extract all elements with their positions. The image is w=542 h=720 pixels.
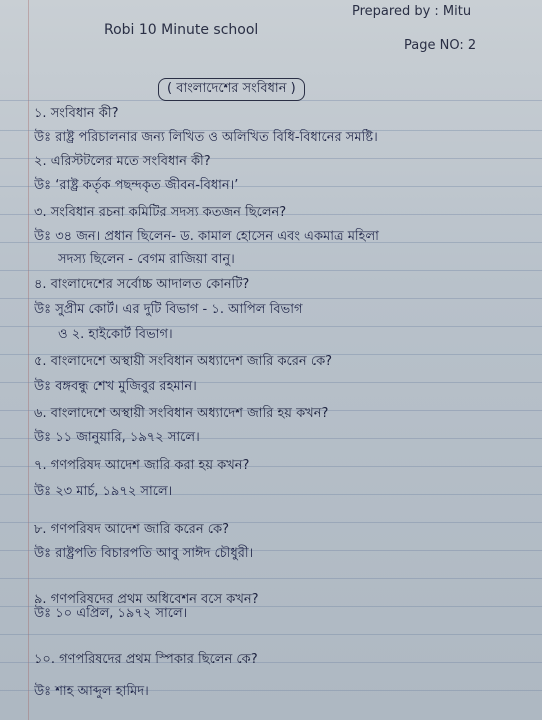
page-title: ( বাংলাদেশের সংবিধান ) [158, 78, 305, 101]
answer-line: উঃ ৩৪ জন। প্রধান ছিলেন- ড. কামাল হোসেন এবং একমাত্র মহিলা [34, 229, 379, 244]
answer-line: উঃ বঙ্গবন্ধু শেখ মুজিবুর রহমান। [34, 379, 197, 394]
margin-line [28, 0, 29, 720]
question-line: ১০. গণপরিষদের প্রথম স্পিকার ছিলেন কে? [34, 652, 258, 667]
question-line: ৫. বাংলাদেশে অস্থায়ী সংবিধান অধ্যাদেশ জারি করেন কে? [34, 354, 333, 369]
answer-line: ও ২. হাইকোর্ট বিভাগ। [58, 327, 173, 342]
answer-line: সদস্য ছিলেন - বেগম রাজিয়া বানু। [58, 252, 235, 267]
question-line: ৭. গণপরিষদ আদেশ জারি করা হয় কখন? [34, 458, 250, 473]
page-number: Page NO: 2 [404, 38, 477, 53]
question-line: ১. সংবিধান কী? [34, 106, 119, 121]
ruled-line [0, 578, 542, 579]
prepared-by: Prepared by : Mitu [352, 4, 472, 19]
question-line: ৬. বাংলাদেশে অস্থায়ী সংবিধান অধ্যাদেশ জারি হয় কখন? [34, 406, 329, 421]
ruled-line [0, 298, 542, 299]
answer-line: উঃ সুপ্রীম কোর্ট। এর দুটি বিভাগ - ১. আপিল বিভাগ [34, 302, 303, 317]
answer-line: উঃ রাষ্ট্রপতি বিচারপতি আবু সাঈদ চৌধুরী। [34, 546, 254, 561]
school-name: Robi 10 Minute school [104, 22, 259, 38]
answer-line: উঃ ১০ এপ্রিল, ১৯৭২ সালে। [34, 606, 188, 621]
question-line: ৮. গণপরিষদ আদেশ জারি করেন কে? [34, 522, 229, 537]
answer-line: উঃ রাষ্ট্র পরিচালনার জন্য লিখিত ও অলিখিত বিধি-বিধানের সমষ্টি। [34, 130, 378, 145]
answer-line: উঃ ১১ জানুয়ারি, ১৯৭২ সালে। [34, 430, 200, 445]
question-line: ৩. সংবিধান রচনা কমিটির সদস্য কতজন ছিলেন? [34, 205, 287, 220]
ruled-line [0, 634, 542, 635]
answer-line: উঃ ২৩ মার্চ, ১৯৭২ সালে। [34, 484, 173, 499]
question-line: ২. এরিস্টটলের মতে সংবিধান কী? [34, 154, 211, 169]
answer-line: উঃ শাহ আব্দুল হামিদ। [34, 684, 149, 699]
question-line: ৪. বাংলাদেশের সর্বোচ্চ আদালত কোনটি? [34, 277, 250, 292]
answer-line: উঃ ‘রাষ্ট্র কর্তৃক পছন্দকৃত জীবন-বিধান।’ [34, 178, 239, 193]
question-line: ৯. গণপরিষদের প্রথম অধিবেশন বসে কখন? [34, 592, 259, 607]
